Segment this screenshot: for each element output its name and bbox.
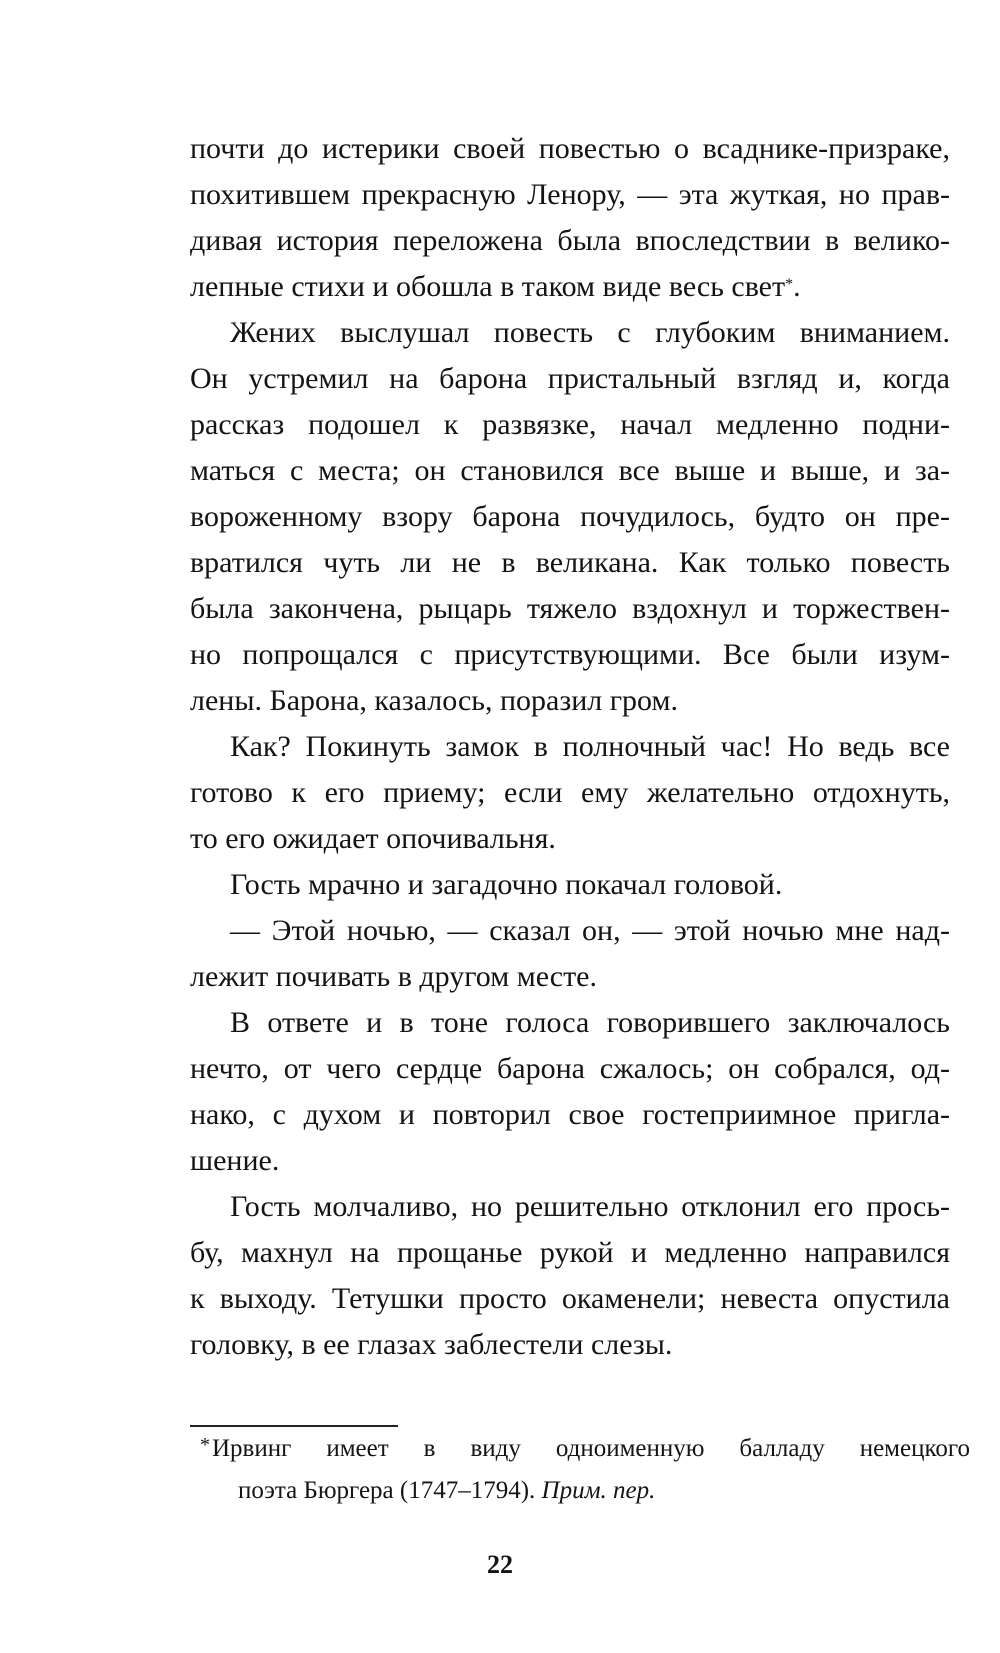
body-text	[190, 126, 950, 1368]
text-line: была закончена, рыцарь тяжело вздохнул и торжествен-	[190, 592, 950, 625]
footnote-reference: *	[785, 276, 794, 293]
paragraph-start: В ответе и в тоне голоса говорившего заключалось	[230, 1006, 950, 1039]
paragraph-start: Как? Покинуть замок в полночный час! Но ведь все	[230, 730, 950, 763]
footnote	[200, 1428, 970, 1512]
text-line: похитившем прекрасную Ленору, — эта жуткая, но прав-	[190, 178, 950, 211]
line-end-period: .	[793, 270, 801, 303]
text-line: готово к его приему; если ему желательно отдохнуть,	[190, 776, 950, 809]
text-line: то его ожидает опочивальня.	[190, 822, 556, 855]
footnote-text: Ирвинг имеет в виду одноименную балладу немецкого	[212, 1435, 970, 1462]
footnote-marker: *	[200, 1434, 210, 1456]
text-line: вратился чуть ли не в великана. Как только повесть	[190, 546, 950, 579]
text-line: лежит почивать в другом месте.	[190, 960, 597, 993]
translator-note: Прим. пер.	[541, 1477, 656, 1504]
text-line: к выходу. Тетушки просто окаменели; невеста опустила	[190, 1282, 950, 1315]
text-line: бу, махнул на прощанье рукой и медленно направился	[190, 1236, 950, 1269]
text-line: Он устремил на барона пристальный взгляд и, когда	[190, 362, 950, 395]
text-line: вороженному взору барона почудилось, будто он пре-	[190, 500, 950, 533]
paragraph-start: Гость молчаливо, но решительно отклонил его прось-	[230, 1190, 950, 1223]
paragraph-start: Гость мрачно и загадочно покачал головой.	[230, 868, 783, 901]
footnote-divider	[190, 1425, 398, 1427]
footnote-line	[200, 1470, 970, 1512]
dialogue-line: — Этой ночью, — сказал он, — этой ночью мне над-	[230, 914, 950, 947]
text-line-with-footnote	[190, 264, 950, 310]
text-line: нако, с духом и повторил свое гостеприимное пригла-	[190, 1098, 950, 1131]
footnote-line	[200, 1428, 970, 1470]
text-line: нечто, от чего сердце барона сжалось; он собрался, од-	[190, 1052, 950, 1085]
text-line: но попрощался с присутствующими. Все были изум-	[190, 638, 950, 671]
text-line: маться с места; он становился все выше и выше, и за-	[190, 454, 950, 487]
text-line: лены. Барона, казалось, поразил гром.	[190, 684, 678, 717]
text-line: дивая история переложена была впоследствии в велико-	[190, 224, 950, 257]
text-line: почти до истерики своей повестью о всаднике-призраке,	[190, 132, 950, 165]
text-line: рассказ подошел к развязке, начал медленно подни-	[190, 408, 950, 441]
text-line: шение.	[190, 1144, 280, 1177]
page-number: 22	[487, 1550, 513, 1579]
paragraph-start: Жених выслушал повесть с глубоким вниманием.	[230, 316, 950, 349]
text-line: головку, в ее глазах заблестели слезы.	[190, 1328, 673, 1361]
footnote-text: поэта Бюргера (1747–1794).	[238, 1477, 536, 1504]
text-line: лепные стихи и обошла в таком виде весь свет	[190, 270, 786, 303]
